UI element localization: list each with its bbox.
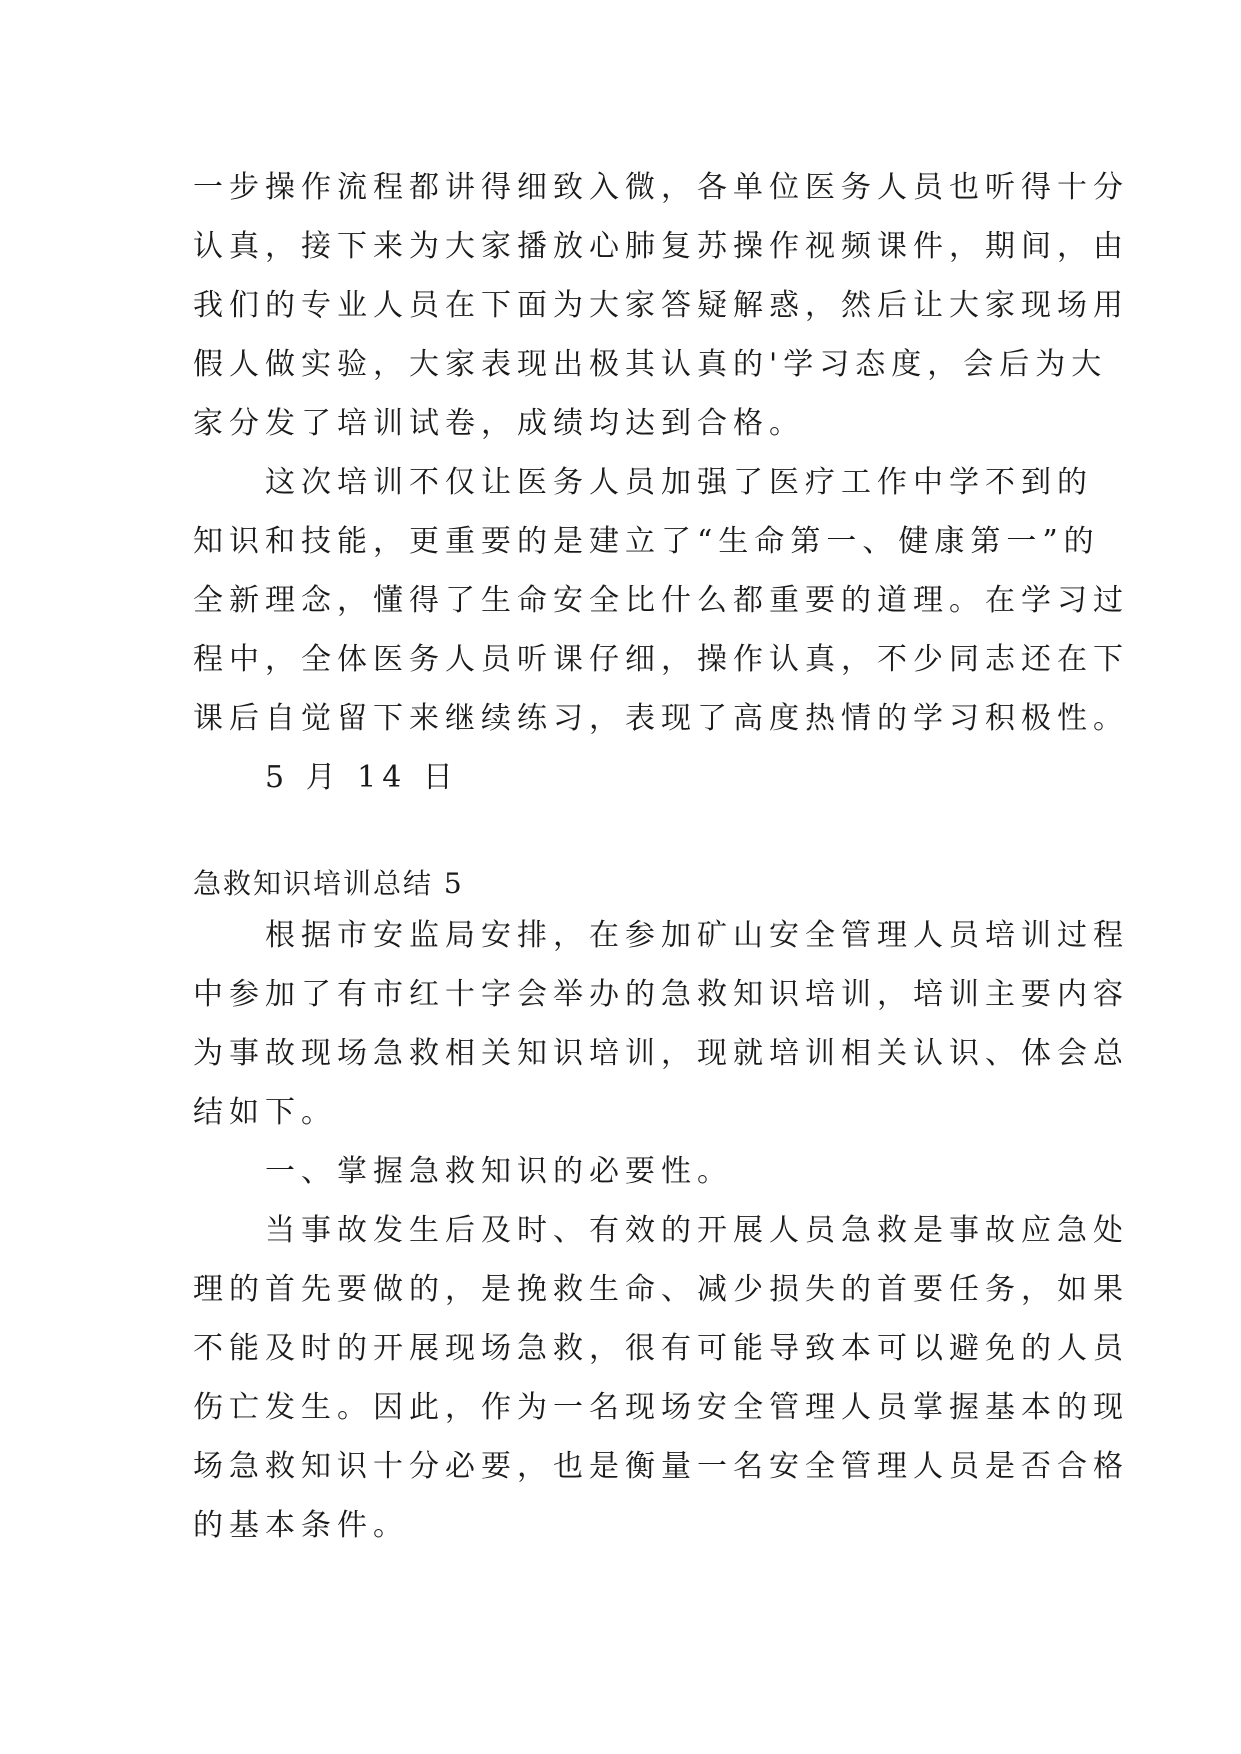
text-line: 假人做实验，大家表现出极其认真的'学习态度，会后为大 [193,347,1108,382]
text-line: 结如下。 [193,1095,337,1130]
text-line: 理的首先要做的，是挽救生命、减少损失的首要任务，如果 [193,1272,1129,1307]
text-line: 场急救知识十分必要，也是衡量一名安全管理人员是否合格 [193,1449,1129,1484]
date-line: 5 月 14 日 [193,760,459,795]
text-line: 根据市安监局安排，在参加矿山安全管理人员培训过程 [193,918,1129,953]
text-line: 我们的专业人员在下面为大家答疑解惑，然后让大家现场用 [193,288,1129,323]
section-heading: 急救知识培训总结 5 [193,867,464,900]
text-line: 认真，接下来为大家播放心肺复苏操作视频课件，期间，由 [193,229,1129,264]
body-text-top [193,158,1129,807]
text-line: 伤亡发生。因此，作为一名现场安全管理人员掌握基本的现 [193,1390,1129,1425]
text-line: 程中，全体医务人员听课仔细，操作认真，不少同志还在下 [193,642,1129,677]
text-line: 中参加了有市红十字会举办的急救知识培训，培训主要内容 [193,977,1129,1012]
text-line: 为事故现场急救相关知识培训，现就培训相关认识、体会总 [193,1036,1129,1071]
text-line: 课后自觉留下来继续练习，表现了高度热情的学习积极性。 [193,701,1129,736]
text-line: 一、掌握急救知识的必要性。 [193,1154,733,1189]
text-line: 一步操作流程都讲得细致入微，各单位医务人员也听得十分 [193,170,1129,205]
text-line: 这次培训不仅让医务人员加强了医疗工作中学不到的 [193,465,1093,500]
body-text-bottom [193,906,1129,1555]
text-line: 的基本条件。 [193,1508,409,1543]
text-line: 全新理念，懂得了生命安全比什么都重要的道理。在学习过 [193,583,1129,618]
text-line: 不能及时的开展现场急救，很有可能导致本可以避免的人员 [193,1331,1129,1366]
text-line: 当事故发生后及时、有效的开展人员急救是事故应急处 [193,1213,1129,1248]
text-line: 家分发了培训试卷，成绩均达到合格。 [193,406,805,441]
text-line: 知识和技能，更重要的是建立了“生命第一、健康第一”的 [193,524,1100,559]
